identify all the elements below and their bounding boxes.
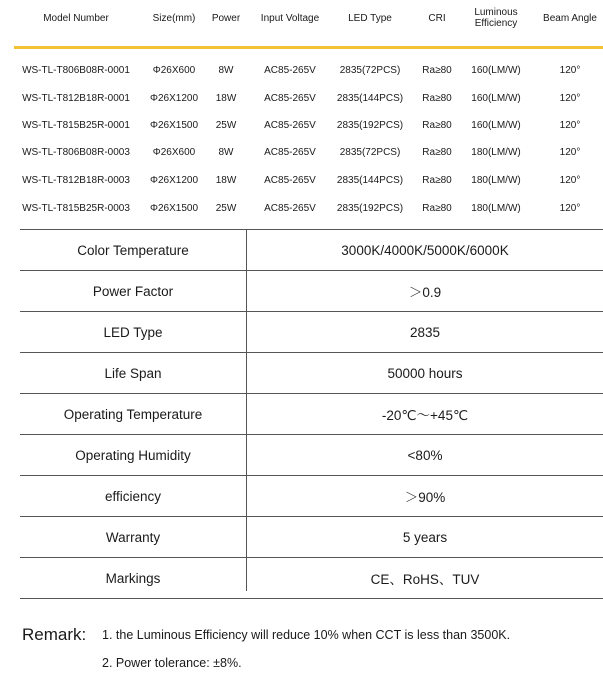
row-power: 8W [218, 146, 234, 158]
row-model-number: WS-TL-T812B18R-0003 [22, 174, 130, 186]
property-key: LED Type [103, 324, 163, 340]
property-value: <80% [407, 447, 443, 463]
spec-table-row [0, 91, 603, 105]
property-value: 2835 [409, 324, 441, 340]
header-power: Power [211, 12, 241, 24]
header-beam-angle: Beam Angle [543, 12, 597, 24]
property-value: CE、RoHS、TUV [370, 572, 480, 587]
row-led-type: 2835(72PCS) [339, 64, 401, 76]
header-luminous-line1: Luminous [474, 7, 518, 18]
row-luminous-efficiency: 160(LM/W) [471, 119, 521, 131]
row-size: Φ26X1200 [149, 174, 199, 186]
row-size: Φ26X1500 [149, 119, 199, 131]
row-beam-angle: 120° [559, 119, 581, 131]
property-row [20, 353, 603, 394]
row-luminous-efficiency: 180(LM/W) [471, 146, 521, 158]
header-led-type: LED Type [348, 12, 392, 24]
spec-table-row [0, 201, 603, 215]
row-size: Φ26X600 [152, 146, 196, 158]
row-input-voltage: AC85-265V [264, 92, 316, 104]
row-cri: Ra≥80 [422, 92, 452, 104]
row-model-number: WS-TL-T815B25R-0001 [22, 119, 130, 131]
property-key: Color Temperature [77, 242, 189, 258]
row-led-type: 2835(192PCS) [336, 119, 404, 131]
property-row [20, 558, 603, 599]
header-model-number: Model Number [43, 12, 109, 24]
header-luminous-line2: Efficiency [474, 18, 518, 29]
row-cri: Ra≥80 [422, 119, 452, 131]
spec-table-row [0, 118, 603, 132]
row-model-number: WS-TL-T815B25R-0003 [22, 202, 130, 214]
property-key: Life Span [104, 365, 162, 381]
row-power: 18W [215, 92, 237, 104]
property-row [20, 312, 603, 353]
row-cri: Ra≥80 [422, 64, 452, 76]
property-key: Operating Temperature [63, 406, 203, 422]
property-value: -20℃～+45℃ [381, 408, 469, 423]
row-beam-angle: 120° [559, 64, 581, 76]
row-power: 18W [215, 174, 237, 186]
property-table [20, 229, 603, 599]
spec-table-row [0, 145, 603, 159]
row-beam-angle: 120° [559, 146, 581, 158]
spec-table-header [0, 0, 603, 36]
row-led-type: 2835(72PCS) [339, 146, 401, 158]
row-input-voltage: AC85-265V [264, 64, 316, 76]
property-row [20, 394, 603, 435]
row-power: 25W [215, 202, 237, 214]
remark-label: Remark: [22, 625, 87, 644]
row-power: 25W [215, 119, 237, 131]
property-row [20, 435, 603, 476]
row-power: 8W [218, 64, 234, 76]
row-cri: Ra≥80 [422, 146, 452, 158]
property-value: 50000 hours [387, 365, 463, 381]
property-value: ＞90% [404, 490, 446, 505]
row-beam-angle: 120° [559, 174, 581, 186]
row-size: Φ26X1200 [149, 92, 199, 104]
property-value: 5 years [402, 529, 448, 545]
row-cri: Ra≥80 [422, 202, 452, 214]
property-key: efficiency [104, 488, 162, 504]
row-input-voltage: AC85-265V [264, 174, 316, 186]
row-model-number: WS-TL-T806B08R-0003 [22, 146, 130, 158]
property-key: Power Factor [92, 283, 174, 299]
header-divider-line [14, 46, 603, 49]
row-input-voltage: AC85-265V [264, 202, 316, 214]
row-led-type: 2835(144PCS) [336, 174, 404, 186]
property-row [20, 271, 603, 312]
row-luminous-efficiency: 160(LM/W) [471, 92, 521, 104]
row-size: Φ26X600 [152, 64, 196, 76]
property-key: Operating Humidity [75, 447, 191, 463]
header-size: Size(mm) [152, 12, 196, 24]
row-luminous-efficiency: 160(LM/W) [471, 64, 521, 76]
row-input-voltage: AC85-265V [264, 146, 316, 158]
row-luminous-efficiency: 180(LM/W) [471, 174, 521, 186]
header-input-voltage: Input Voltage [260, 12, 320, 24]
property-key: Warranty [105, 529, 161, 545]
remark-line-2: 2. Power tolerance: ±8%. [102, 656, 242, 670]
row-size: Φ26X1500 [149, 202, 199, 214]
header-luminous-efficiency [460, 0, 532, 36]
row-input-voltage: AC85-265V [264, 119, 316, 131]
property-table-divider [246, 229, 247, 591]
remark-line-1: 1. the Luminous Efficiency will reduce 10% when CCT is less than 3500K. [102, 628, 511, 642]
row-led-type: 2835(144PCS) [336, 92, 404, 104]
row-beam-angle: 120° [559, 92, 581, 104]
property-value: 3000K/4000K/5000K/6000K [341, 242, 509, 258]
property-row [20, 230, 603, 271]
property-row [20, 476, 603, 517]
property-value: ＞0.9 [408, 285, 442, 300]
property-key: Markings [105, 570, 161, 586]
row-beam-angle: 120° [559, 202, 581, 214]
row-model-number: WS-TL-T806B08R-0001 [22, 64, 130, 76]
spec-table-row [0, 63, 603, 77]
row-led-type: 2835(192PCS) [336, 202, 404, 214]
spec-table-row [0, 173, 603, 187]
property-row [20, 517, 603, 558]
row-luminous-efficiency: 180(LM/W) [471, 202, 521, 214]
row-cri: Ra≥80 [422, 174, 452, 186]
header-cri: CRI [428, 12, 446, 24]
row-model-number: WS-TL-T812B18R-0001 [22, 92, 130, 104]
